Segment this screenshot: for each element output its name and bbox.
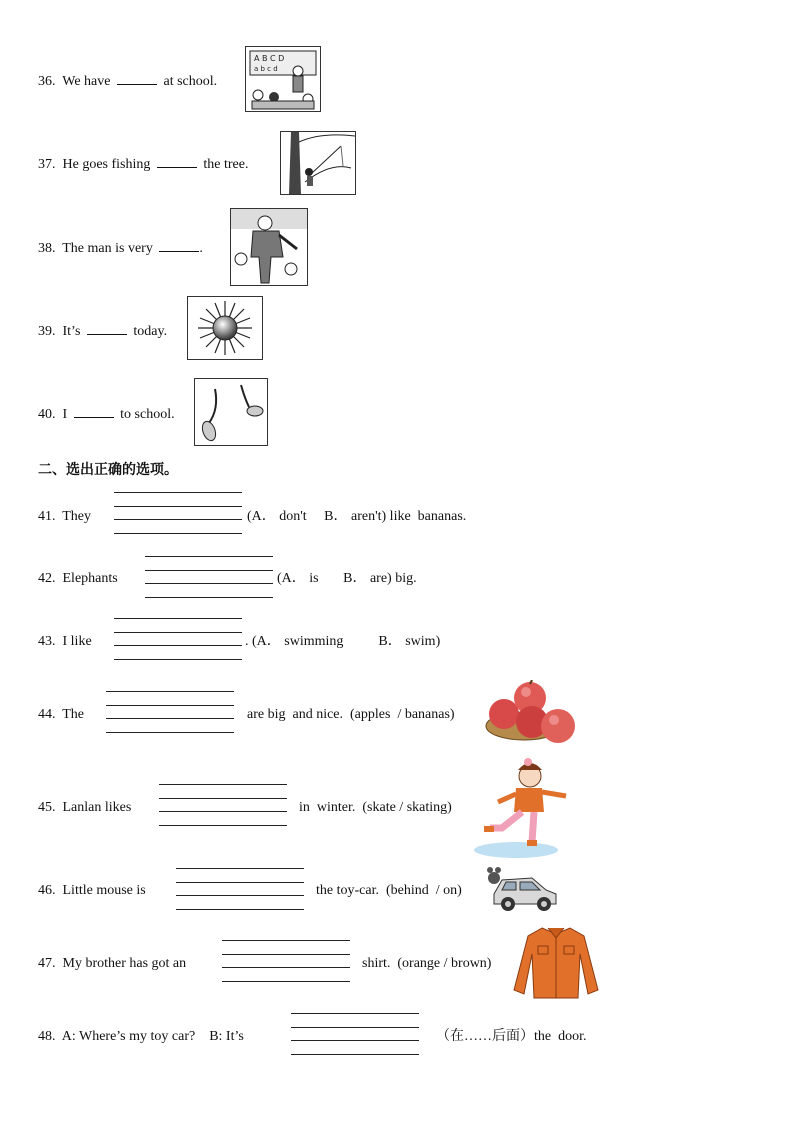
question-37: 37. He goes fishing the tree. xyxy=(38,157,249,172)
question-47: 47. My brother has got an xyxy=(38,956,187,971)
options-45: in winter. (skate / skating) xyxy=(299,800,452,815)
answer-blank[interactable] xyxy=(87,322,127,335)
options-42: (A． is B． are) big. xyxy=(277,571,417,586)
orange-shirt-picture xyxy=(512,924,600,1005)
question-42: 42. Elephants xyxy=(38,571,118,586)
man-dancing-picture xyxy=(230,208,308,286)
answer-blank[interactable] xyxy=(117,72,157,85)
options-41: (A． don't B． aren't) like bananas. xyxy=(247,509,467,524)
options-46: the toy-car. (behind / on) xyxy=(316,883,462,898)
question-36: 36. We have at school. xyxy=(38,74,218,89)
sun-picture xyxy=(187,296,263,360)
question-43: 43. I like xyxy=(38,634,92,649)
question-46: 46. Little mouse is xyxy=(38,883,146,898)
classroom-teacher-picture xyxy=(245,46,321,112)
svg-text:a b c d: a b c d xyxy=(254,65,278,73)
options-43: . (A． swimming B． swim) xyxy=(245,634,441,649)
svg-text:A B C D: A B C D xyxy=(254,54,285,63)
question-39: 39. It’s today. xyxy=(38,324,168,339)
footprints-picture xyxy=(194,378,268,446)
options-48: （在……后面）the door. xyxy=(436,1029,587,1044)
fishing-under-tree-picture xyxy=(280,131,356,195)
answer-blank[interactable] xyxy=(157,155,197,168)
question-41: 41. They xyxy=(38,509,92,524)
question-38: 38. The man is very . xyxy=(38,241,203,256)
mouse-car-picture xyxy=(486,864,560,919)
question-40: 40. I to school. xyxy=(38,407,175,422)
answer-blank[interactable] xyxy=(74,405,114,418)
question-48: 48. A: Where’s my toy car? B: It’s xyxy=(38,1029,244,1044)
options-47: shirt. (orange / brown) xyxy=(362,956,492,971)
girl-skating-picture xyxy=(472,756,574,865)
question-44: 44. The xyxy=(38,707,85,722)
apples-picture xyxy=(482,680,580,753)
section-title: 二、选出正确的选项。 xyxy=(38,462,178,478)
options-44: are big and nice. (apples / bananas) xyxy=(247,707,455,722)
question-45: 45. Lanlan likes xyxy=(38,800,132,815)
answer-blank[interactable] xyxy=(159,239,199,252)
